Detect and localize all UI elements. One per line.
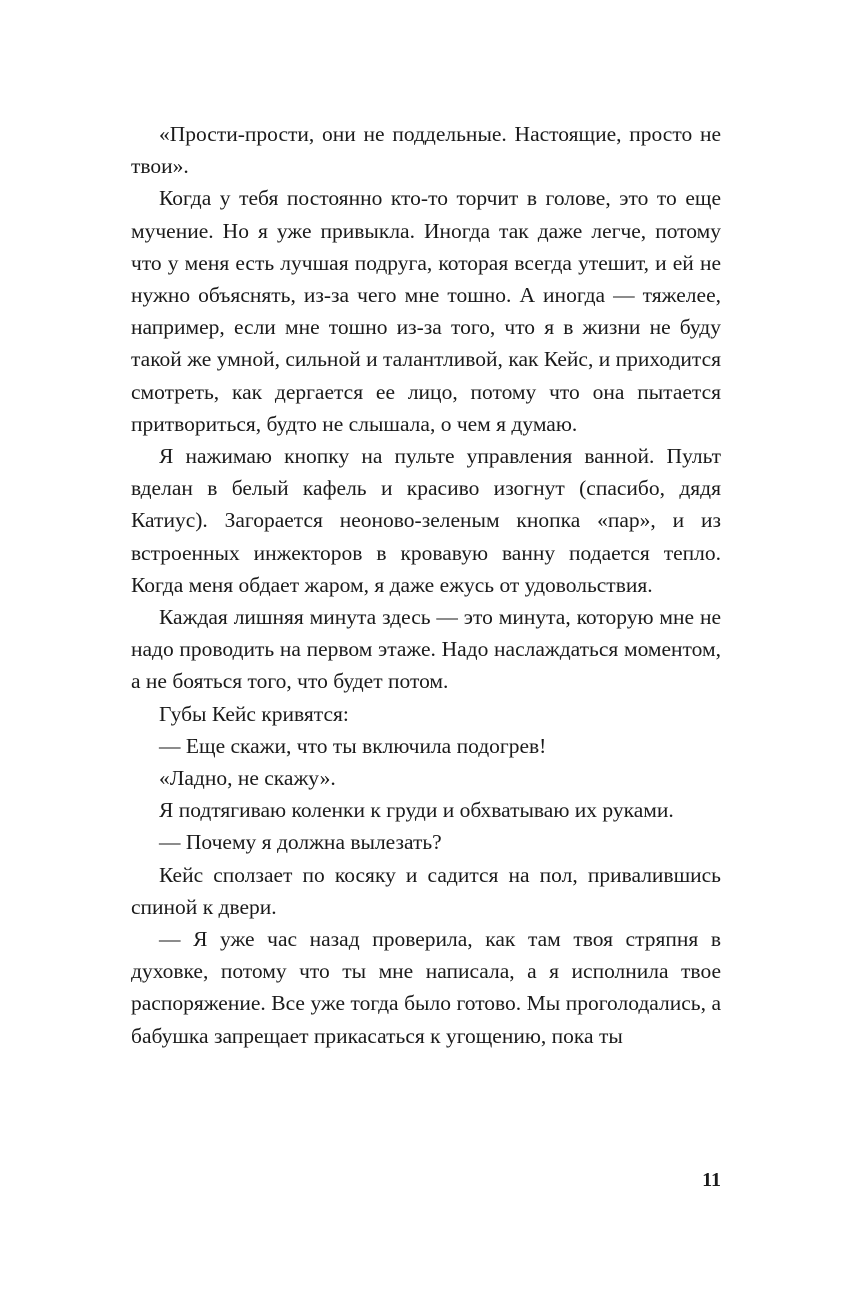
paragraph-5: Губы Кейс кривятся:	[159, 701, 349, 726]
paragraph-6: — Еще скажи, что ты включила подогрев!	[159, 733, 547, 758]
paragraph-1: «Прости-прости, они не поддельные. Настоящие, просто не твои».	[131, 122, 721, 179]
paragraph-10: Кейс сползает по косяку и садится на пол, привалившись спиной к двери.	[131, 862, 721, 919]
paragraph-11: — Я уже час назад проверила, как там твоя стряпня в духовке, потому что ты мне написала, а я исполнила твое распоряжение. Все уже тогда было готово. Мы проголодались, а бабушка запрещает прикасаться к угощению, пока ты	[131, 927, 721, 1048]
paragraph-7: «Ладно, не скажу».	[159, 766, 336, 791]
paragraph-2: Когда у тебя постоянно кто-то торчит в голове, это то еще мучение. Но я уже привыкла. Иногда так даже легче, потому что у меня есть лучшая подруга, которая всегда утешит, и ей не нужно объяснять, из-за чего мне тошно. А иногда — тяжелее, например, если мне тошно из-за того, что я в жизни не буду такой же умной, сильной и талантливой, как Кейс, и приходится смотреть, как дергается ее лицо, потому что она пытается притвориться, будто не слышала, о чем я думаю.	[131, 186, 721, 436]
paragraph-3: Я нажимаю кнопку на пульте управления ванной. Пульт вделан в белый кафель и красиво изогнут (спасибо, дядя Катиус). Загорается неоново-зеленым кнопка «пар», и из встроенных инжекторов в кровавую ванну подается тепло. Когда меня обдает жаром, я даже ежусь от удовольствия.	[131, 444, 721, 597]
paragraph-8: Я подтягиваю коленки к груди и обхватываю их руками.	[159, 798, 674, 823]
page-body	[131, 118, 721, 1052]
paragraph-4: Каждая лишняя минута здесь — это минута, которую мне не надо проводить на первом этаже. Надо наслаждаться моментом, а не бояться того, что будет потом.	[131, 605, 721, 694]
paragraph-9: — Почему я должна вылезать?	[159, 830, 442, 855]
page-number: 11	[702, 1169, 721, 1191]
